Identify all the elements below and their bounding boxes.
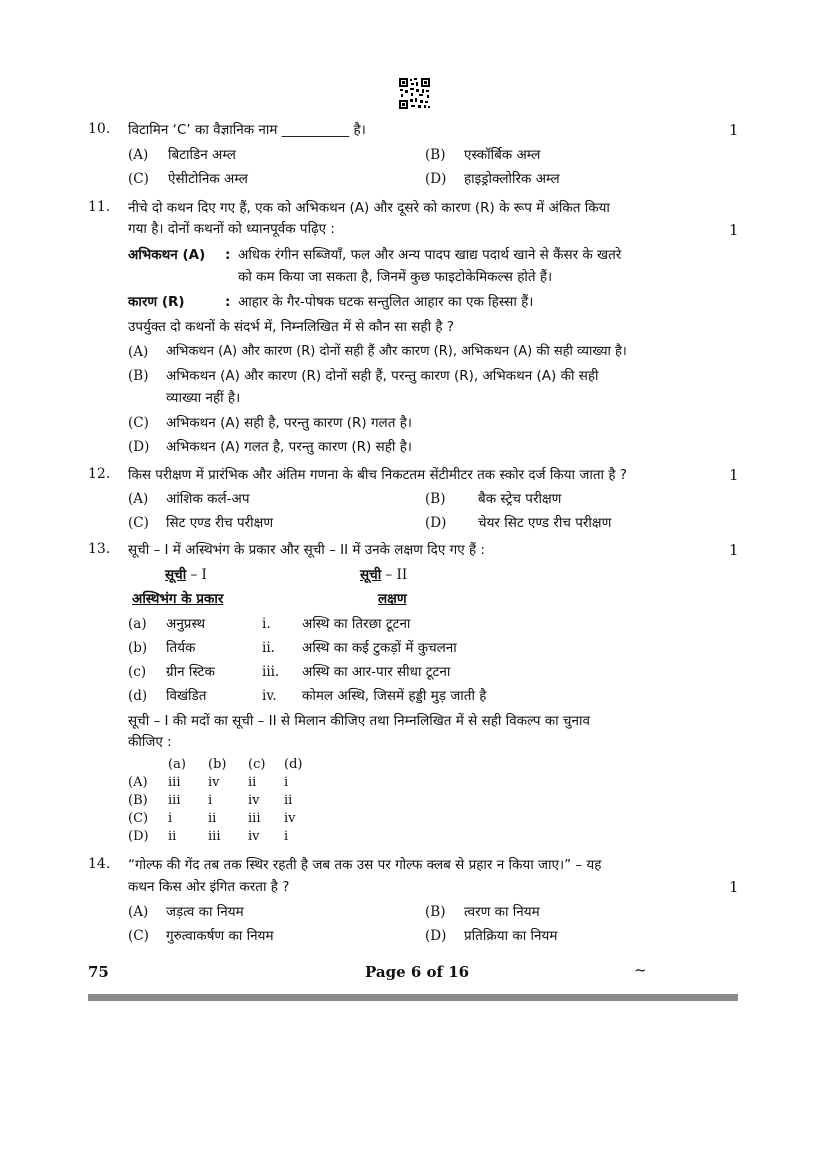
list-1-key: (a) bbox=[128, 616, 147, 632]
assertion-label: अभिकथन (A) bbox=[128, 247, 206, 263]
grid-cell: i bbox=[168, 810, 173, 826]
option-label: (D) bbox=[425, 515, 447, 531]
option-label: (D) bbox=[425, 928, 447, 944]
list-1-item: विखंडित bbox=[166, 688, 207, 704]
list-2-key: iii. bbox=[262, 664, 280, 680]
list-1-item: ग्रीन स्टिक bbox=[166, 664, 215, 680]
question-number: 14. bbox=[88, 856, 111, 872]
option-text: अभिकथन (A) गलत है, परन्तु कारण (R) सही है। bbox=[166, 439, 412, 455]
option-text: त्वरण का नियम bbox=[464, 904, 540, 920]
option-text: बिटाडिन अम्ल bbox=[168, 147, 236, 163]
reason-label: कारण (R) bbox=[128, 294, 185, 310]
grid-header-cell: (c) bbox=[248, 756, 266, 772]
list-2-title: सूची bbox=[360, 567, 382, 583]
list-2-key: iv. bbox=[262, 688, 277, 704]
marks-badge: 1 bbox=[729, 541, 739, 559]
option-label: (C) bbox=[128, 415, 149, 431]
option-text: प्रतिक्रिया का नियम bbox=[464, 928, 558, 944]
assertion-text-line: अधिक रंगीन सब्जियाँ, फल और अन्य पादप खाद्य पदार्थ खाने से कैंसर के खतरे bbox=[238, 247, 622, 263]
option-label: (C) bbox=[128, 928, 149, 944]
option-label: (A) bbox=[128, 491, 149, 507]
grid-cell: i bbox=[284, 828, 289, 844]
marks-badge: 1 bbox=[729, 221, 739, 239]
list-2-key: ii. bbox=[262, 640, 275, 656]
list-1-number: – I bbox=[186, 567, 207, 583]
option-text: बैक स्ट्रेच परीक्षण bbox=[478, 491, 562, 507]
list-2-item: अस्थि का तिरछा टूटना bbox=[302, 616, 411, 632]
list-1-item: तिर्यक bbox=[166, 640, 196, 656]
option-label: (D) bbox=[128, 439, 150, 455]
option-text: चेयर सिट एण्ड रीच परीक्षण bbox=[478, 515, 612, 531]
list-1-key: (d) bbox=[128, 688, 148, 704]
list-2-item: अस्थि का आर-पार सीधा टूटना bbox=[302, 664, 451, 680]
option-label: (C) bbox=[128, 515, 149, 531]
reason-colon: : bbox=[225, 294, 231, 310]
list-2-item: कोमल अस्थि, जिसमें हड्डी मुड़ जाती है bbox=[302, 688, 487, 704]
grid-cell: ii bbox=[208, 810, 217, 826]
option-label: (B) bbox=[128, 368, 149, 384]
question-number: 11. bbox=[88, 199, 111, 215]
option-label: (C) bbox=[128, 171, 149, 187]
grid-cell: iv bbox=[284, 810, 296, 826]
grid-cell: iv bbox=[248, 792, 260, 808]
list-1-key: (b) bbox=[128, 640, 148, 656]
reason-text: आहार के गैर-पोषक घटक सन्तुलित आहार का एक हिस्सा हैं। bbox=[238, 294, 534, 310]
option-text: जड़त्व का नियम bbox=[166, 904, 244, 920]
grid-cell: ii bbox=[248, 774, 257, 790]
assertion-text-line: को कम किया जा सकता है, जिनमें कुछ फाइटोकेमिकल्स होते हैं। bbox=[238, 269, 553, 285]
footer-tilde: ~ bbox=[634, 961, 647, 979]
qr-code-icon bbox=[398, 77, 431, 110]
option-text: हाइड्रोक्लोरिक अम्ल bbox=[464, 171, 560, 187]
grid-cell: iv bbox=[248, 828, 260, 844]
grid-cell: i bbox=[208, 792, 213, 808]
option-text: अभिकथन (A) और कारण (R) दोनों सही हैं और कारण (R), अभिकथन (A) की सही व्याख्या है। bbox=[166, 344, 627, 359]
answer-grid-row bbox=[128, 773, 320, 791]
marks-badge: 1 bbox=[729, 878, 739, 896]
grid-cell: ii bbox=[284, 792, 293, 808]
list-2-heading bbox=[360, 566, 407, 584]
page-number: Page 6 of 16 bbox=[365, 963, 470, 981]
marks-badge: 1 bbox=[729, 466, 739, 484]
answer-grid-row bbox=[128, 827, 320, 845]
match-instruction-line: सूची – I की मदों का सूची – II से मिलान कीजिए तथा निम्नलिखित में से सही विकल्प का चुनाव bbox=[128, 713, 591, 729]
option-label: (B) bbox=[425, 904, 446, 920]
list-2-key: i. bbox=[262, 616, 271, 632]
answer-grid-header bbox=[128, 755, 320, 773]
question-text-line: गया है। दोनों कथनों को ध्यानपूर्वक पढ़िए : bbox=[128, 221, 335, 237]
question-prompt: उपर्युक्त दो कथनों के संदर्भ में, निम्नलिखित में से कौन सा सही है ? bbox=[128, 319, 454, 335]
list-1-item: अनुप्रस्थ bbox=[166, 616, 206, 632]
option-text: सिट एण्ड रीच परीक्षण bbox=[166, 515, 274, 531]
grid-header-cell: (a) bbox=[168, 756, 186, 772]
grid-header-cell: (d) bbox=[284, 756, 303, 772]
option-text: गुरुत्वाकर्षण का नियम bbox=[166, 928, 274, 944]
list-1-key: (c) bbox=[128, 664, 147, 680]
list-1-title: सूची bbox=[165, 567, 187, 583]
question-number: 12. bbox=[88, 466, 111, 482]
grid-header-cell: (b) bbox=[208, 756, 227, 772]
answer-grid-row bbox=[128, 809, 320, 827]
question-number: 13. bbox=[88, 541, 111, 557]
grid-option-label: (D) bbox=[128, 828, 149, 844]
option-text: आंशिक कर्ल-अप bbox=[166, 491, 250, 507]
marks-badge: 1 bbox=[729, 121, 739, 139]
grid-cell: iii bbox=[248, 810, 261, 826]
list-1-heading bbox=[165, 566, 207, 584]
question-text: किस परीक्षण में प्रारंभिक और अंतिम गणना के बीच निकटतम सेंटीमीटर तक स्कोर दर्ज किया जाता है ? bbox=[128, 467, 627, 483]
question-text-line: नीचे दो कथन दिए गए हैं, एक को अभिकथन (A) और दूसरे को कारण (R) के रूप में अंकित किया bbox=[128, 200, 610, 216]
option-label: (B) bbox=[425, 491, 446, 507]
question-text: सूची – I में अस्थिभंग के प्रकार और सूची – II में उनके लक्षण दिए गए हैं : bbox=[128, 542, 485, 558]
option-text: ऐसीटोनिक अम्ल bbox=[168, 171, 248, 187]
option-label: (B) bbox=[425, 147, 446, 163]
grid-cell: iii bbox=[168, 792, 181, 808]
assertion-colon: : bbox=[225, 247, 231, 263]
answer-grid-row bbox=[128, 791, 320, 809]
grid-cell: iii bbox=[168, 774, 181, 790]
grid-option-label: (B) bbox=[128, 792, 148, 808]
option-label: (A) bbox=[128, 344, 149, 360]
footer-divider bbox=[88, 994, 738, 1001]
list-2-subheading: लक्षण bbox=[378, 591, 407, 607]
question-text-line: कथन किस ओर इंगित करता है ? bbox=[128, 879, 290, 895]
option-label: (A) bbox=[128, 147, 149, 163]
list-2-number: – II bbox=[381, 567, 408, 583]
question-number: 10. bbox=[88, 121, 111, 137]
list-2-item: अस्थि का कई टुकड़ों में कुचलना bbox=[302, 640, 457, 656]
grid-option-label: (C) bbox=[128, 810, 149, 826]
question-text: विटामिन ‘C’ का वैज्ञानिक नाम __________ है। bbox=[128, 122, 366, 138]
option-text: एस्कॉर्बिक अम्ल bbox=[464, 147, 541, 163]
answer-grid bbox=[128, 755, 320, 845]
grid-cell: ii bbox=[168, 828, 177, 844]
grid-cell: iv bbox=[208, 774, 220, 790]
grid-cell: iii bbox=[208, 828, 221, 844]
match-instruction-line: कीजिए : bbox=[128, 734, 172, 750]
question-text-line: “गोल्फ की गेंद तब तक स्थिर रहती है जब तक उस पर गोल्फ क्लब से प्रहार न किया जाए।” – यह bbox=[128, 857, 602, 873]
option-label: (A) bbox=[128, 904, 149, 920]
option-text: अभिकथन (A) सही है, परन्तु कारण (R) गलत है। bbox=[166, 415, 412, 431]
option-label: (D) bbox=[425, 171, 447, 187]
grid-cell: i bbox=[284, 774, 289, 790]
paper-code: 75 bbox=[88, 963, 109, 981]
option-text: अभिकथन (A) और कारण (R) दोनों सही हैं, परन्तु कारण (R), अभिकथन (A) की सही bbox=[166, 368, 599, 384]
list-1-subheading: अस्थिभंग के प्रकार bbox=[132, 591, 224, 607]
option-text-continued: व्याख्या नहीं है। bbox=[166, 390, 241, 406]
grid-option-label: (A) bbox=[128, 774, 148, 790]
